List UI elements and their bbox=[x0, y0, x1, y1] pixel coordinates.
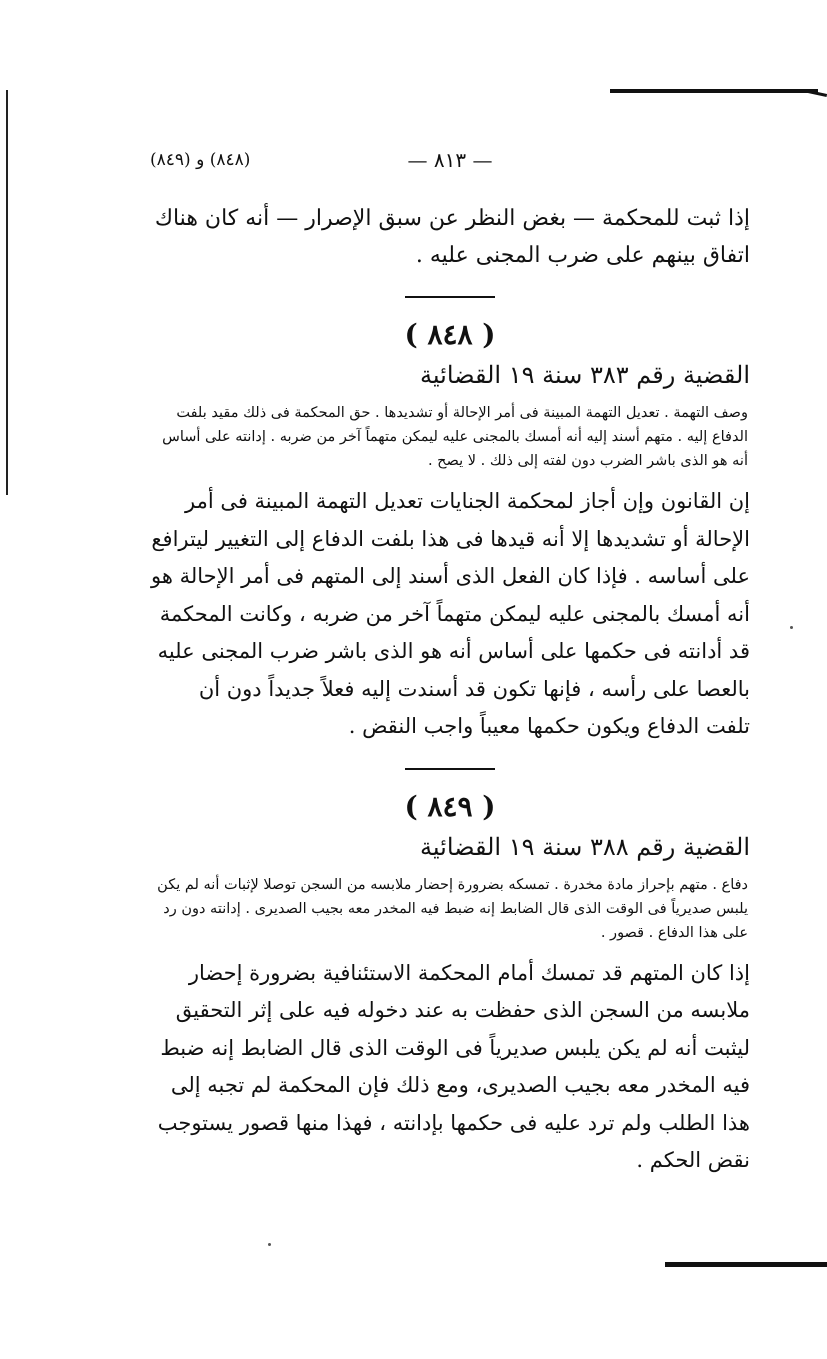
page-header bbox=[150, 140, 750, 180]
page-edge-shadow bbox=[6, 90, 8, 495]
page-number: — ٨١٣ — bbox=[407, 148, 493, 172]
section-separator bbox=[405, 296, 495, 298]
scan-speck bbox=[268, 1243, 271, 1246]
scan-speck bbox=[790, 626, 793, 629]
bottom-decorative-rule bbox=[665, 1262, 827, 1267]
case-number: ( ٨٤٩ ) bbox=[404, 789, 496, 823]
top-decorative-rule bbox=[610, 89, 818, 93]
case-reference: القضية رقم ٣٨٣ سنة ١٩ القضائية bbox=[420, 361, 750, 389]
case-849 bbox=[150, 790, 750, 1180]
continuation-paragraph: إذا ثبت للمحكمة — بغض النظر عن سبق الإصرار — أنه كان هناك اتفاق بينهم على ضرب المجنى عليه . bbox=[154, 206, 750, 268]
case-body: إذا كان المتهم قد تمسك أمام المحكمة الاستئنافية بضرورة إحضار ملابسه من السجن الذى حفظت به عند دخوله فيه على إثر التحقيق ليثبت أنه لم يكن يلبس صديرياً فى الوقت الذى قال الضابط إنه ضبط فيه المخدر معه بجيب الصديرى، ومع ذلك فإن المحكمة لم تجبه إلى هذا الطلب ولم ترد عليه فى حكمها بإدانته ، فهذا منها قصور يستوجب نقض الحكم . bbox=[157, 960, 750, 1172]
case-body: إن القانون وإن أجاز لمحكمة الجنايات تعديل التهمة المبينة فى أمر الإحالة أو تشديدها إلا أنه قيدها فى هذا بلفت الدفاع إلى التغيير ليترافع على أساسه . فإذا كان الفعل الذى أسند إلى المتهم فى أمر الإحالة هو أنه أمسك بالمجنى عليه ليمكن متهماً آخر من ضربه ، وكانت المحكمة قد أدانته فى حكمها على أساس أنه هو الذى باشر ضرب المجنى عليه بالعصا على رأسه ، فإنها تكون قد أسندت إليه فعلاً جديداً دون أن تلفت الدفاع ويكون حكمها معيباً واجب النقض . bbox=[150, 489, 750, 738]
section-separator bbox=[405, 768, 495, 770]
top-rule-tail bbox=[808, 90, 827, 97]
case-number: ( ٨٤٨ ) bbox=[404, 318, 496, 351]
case-range-label: (٨٤٨) و (٨٤٩) bbox=[150, 150, 251, 170]
case-reference: القضية رقم ٣٨٨ سنة ١٩ القضائية bbox=[420, 832, 750, 861]
case-848 bbox=[150, 318, 750, 746]
page-content bbox=[150, 140, 750, 1180]
case-summary: وصف التهمة . تعديل التهمة المبينة فى أمر الإحالة أو تشديدها . حق المحكمة فى ذلك مقيد بلفت الدفاع إليه . متهم أسند إليه أنه أمسك بالمجنى عليه ليمكن متهماً آخر من ضربه . إدانته على أساس أنه هو الذى باشر الضرب دون لفته إلى ذلك . لا يصح . bbox=[162, 405, 748, 469]
case-summary: دفاع . متهم بإحراز مادة مخدرة . تمسكه بضرورة إحضار ملابسه من السجن توصلا لإثبات أنه لم يكن يلبس صديرياً فى الوقت الذى قال الضابط إنه ضبط فيه المخدر معه بجيب الصديرى . إدانته دون رد على هذا الدفاع . قصور . bbox=[157, 876, 748, 941]
